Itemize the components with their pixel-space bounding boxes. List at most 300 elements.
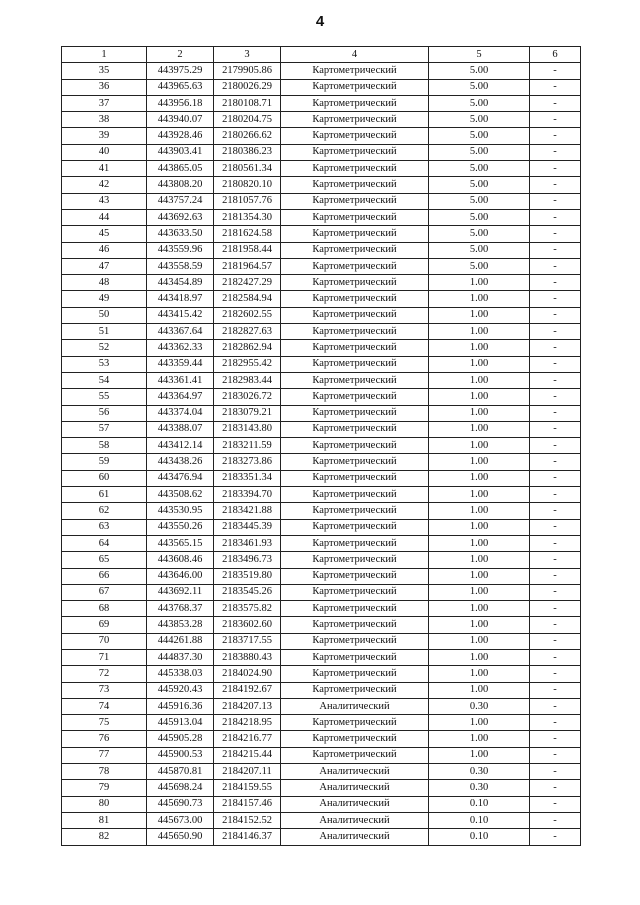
table-cell: 1.00 bbox=[429, 715, 530, 731]
table-cell: 76 bbox=[62, 731, 147, 747]
table-cell: Аналитический bbox=[281, 812, 429, 828]
table-cell: - bbox=[530, 617, 581, 633]
table-cell: 1.00 bbox=[429, 454, 530, 470]
table-cell: 51 bbox=[62, 324, 147, 340]
table-cell: 2182427.29 bbox=[214, 275, 281, 291]
table-cell: 445338.03 bbox=[147, 666, 214, 682]
table-cell: - bbox=[530, 177, 581, 193]
table-cell: 55 bbox=[62, 389, 147, 405]
table-cell: Картометрический bbox=[281, 552, 429, 568]
table-cell: 445900.53 bbox=[147, 747, 214, 763]
table-row bbox=[62, 535, 581, 551]
table-cell: Картометрический bbox=[281, 161, 429, 177]
table-cell: 2183717.55 bbox=[214, 633, 281, 649]
table-header-row bbox=[62, 47, 581, 63]
table-cell: Картометрический bbox=[281, 258, 429, 274]
table-cell: 443438.26 bbox=[147, 454, 214, 470]
table-cell: - bbox=[530, 438, 581, 454]
table-cell: 2184024.90 bbox=[214, 666, 281, 682]
table-cell: 57 bbox=[62, 421, 147, 437]
table-cell: Картометрический bbox=[281, 63, 429, 79]
table-cell: 79 bbox=[62, 780, 147, 796]
table-cell: 1.00 bbox=[429, 535, 530, 551]
table-cell: Аналитический bbox=[281, 796, 429, 812]
table-row bbox=[62, 177, 581, 193]
table-cell: - bbox=[530, 275, 581, 291]
table-cell: 2184157.46 bbox=[214, 796, 281, 812]
table-cell: 53 bbox=[62, 356, 147, 372]
table-row bbox=[62, 307, 581, 323]
table-cell: 2180820.10 bbox=[214, 177, 281, 193]
table-cell: Картометрический bbox=[281, 747, 429, 763]
table-cell: 443454.89 bbox=[147, 275, 214, 291]
table-cell: 443559.96 bbox=[147, 242, 214, 258]
table-cell: 2183421.88 bbox=[214, 503, 281, 519]
table-cell: 443508.62 bbox=[147, 487, 214, 503]
table-cell: 61 bbox=[62, 487, 147, 503]
table-cell: 443412.14 bbox=[147, 438, 214, 454]
table-cell: 445673.00 bbox=[147, 812, 214, 828]
table-cell: 445916.36 bbox=[147, 698, 214, 714]
table-cell: Картометрический bbox=[281, 421, 429, 437]
table-cell: 2183880.43 bbox=[214, 649, 281, 665]
table-cell: - bbox=[530, 95, 581, 111]
table-cell: Картометрический bbox=[281, 193, 429, 209]
table-row bbox=[62, 731, 581, 747]
table-cell: 2182827.63 bbox=[214, 324, 281, 340]
table-cell: 2183351.34 bbox=[214, 470, 281, 486]
table-cell: 68 bbox=[62, 601, 147, 617]
table-cell: 5.00 bbox=[429, 79, 530, 95]
table-cell: 2182862.94 bbox=[214, 340, 281, 356]
table-cell: 2184146.37 bbox=[214, 829, 281, 845]
table-cell: 50 bbox=[62, 307, 147, 323]
table-cell: 1.00 bbox=[429, 666, 530, 682]
table-row bbox=[62, 470, 581, 486]
table-cell: 2183545.26 bbox=[214, 584, 281, 600]
table-cell: 66 bbox=[62, 568, 147, 584]
table-cell: Картометрический bbox=[281, 454, 429, 470]
table-cell: 443359.44 bbox=[147, 356, 214, 372]
table-cell: 46 bbox=[62, 242, 147, 258]
table-cell: 49 bbox=[62, 291, 147, 307]
table-row bbox=[62, 649, 581, 665]
table-cell: 74 bbox=[62, 698, 147, 714]
table-cell: Аналитический bbox=[281, 829, 429, 845]
table-cell: Картометрический bbox=[281, 601, 429, 617]
table-cell: - bbox=[530, 829, 581, 845]
table-cell: 1.00 bbox=[429, 552, 530, 568]
table-cell: 443415.42 bbox=[147, 307, 214, 323]
table-cell: - bbox=[530, 649, 581, 665]
table-cell: 2182983.44 bbox=[214, 372, 281, 388]
table-cell: 1.00 bbox=[429, 568, 530, 584]
table-row bbox=[62, 324, 581, 340]
table-cell: Картометрический bbox=[281, 389, 429, 405]
table-cell: - bbox=[530, 112, 581, 128]
table-cell: 47 bbox=[62, 258, 147, 274]
table-cell: 80 bbox=[62, 796, 147, 812]
table-cell: Картометрический bbox=[281, 275, 429, 291]
table-cell: - bbox=[530, 584, 581, 600]
table-cell: - bbox=[530, 193, 581, 209]
table-cell: Картометрический bbox=[281, 291, 429, 307]
table-cell: 2183211.59 bbox=[214, 438, 281, 454]
table-cell: 1.00 bbox=[429, 372, 530, 388]
table-cell: - bbox=[530, 747, 581, 763]
table-cell: Картометрический bbox=[281, 438, 429, 454]
table-cell: 5.00 bbox=[429, 209, 530, 225]
table-row bbox=[62, 487, 581, 503]
table-cell: 70 bbox=[62, 633, 147, 649]
table-cell: 5.00 bbox=[429, 258, 530, 274]
table-cell: - bbox=[530, 144, 581, 160]
table-cell: 2182584.94 bbox=[214, 291, 281, 307]
table-cell: - bbox=[530, 731, 581, 747]
table-row bbox=[62, 258, 581, 274]
table-cell: 1.00 bbox=[429, 617, 530, 633]
table-cell: 75 bbox=[62, 715, 147, 731]
table-row bbox=[62, 503, 581, 519]
table-cell: 443558.59 bbox=[147, 258, 214, 274]
table-cell: Картометрический bbox=[281, 731, 429, 747]
table-cell: 2184159.55 bbox=[214, 780, 281, 796]
table-cell: 5.00 bbox=[429, 226, 530, 242]
table-cell: - bbox=[530, 258, 581, 274]
table-cell: 0.30 bbox=[429, 698, 530, 714]
table-row bbox=[62, 275, 581, 291]
table-cell: 48 bbox=[62, 275, 147, 291]
table-cell: 44 bbox=[62, 209, 147, 225]
table-cell: Картометрический bbox=[281, 128, 429, 144]
table-row bbox=[62, 764, 581, 780]
table-cell: Картометрический bbox=[281, 79, 429, 95]
table-cell: - bbox=[530, 242, 581, 258]
table-cell: 2180204.75 bbox=[214, 112, 281, 128]
table-cell: 56 bbox=[62, 405, 147, 421]
table-cell: 2184192.67 bbox=[214, 682, 281, 698]
table-cell: Картометрический bbox=[281, 503, 429, 519]
table-cell: - bbox=[530, 715, 581, 731]
table-row bbox=[62, 193, 581, 209]
table-row bbox=[62, 356, 581, 372]
table-row bbox=[62, 209, 581, 225]
table-cell: 2180108.71 bbox=[214, 95, 281, 111]
table-cell: 445913.04 bbox=[147, 715, 214, 731]
column-header: 3 bbox=[214, 47, 281, 63]
table-row bbox=[62, 438, 581, 454]
table-cell: Картометрический bbox=[281, 112, 429, 128]
table-row bbox=[62, 519, 581, 535]
table-cell: 1.00 bbox=[429, 421, 530, 437]
table-cell: 2183143.80 bbox=[214, 421, 281, 437]
table-cell: 444837.30 bbox=[147, 649, 214, 665]
table-cell: 443565.15 bbox=[147, 535, 214, 551]
table-cell: 443865.05 bbox=[147, 161, 214, 177]
table-cell: 1.00 bbox=[429, 633, 530, 649]
table-cell: 35 bbox=[62, 63, 147, 79]
table-row bbox=[62, 829, 581, 845]
table-cell: 2180266.62 bbox=[214, 128, 281, 144]
table-cell: - bbox=[530, 698, 581, 714]
table-cell: 2184152.52 bbox=[214, 812, 281, 828]
table-cell: 39 bbox=[62, 128, 147, 144]
table-cell: 0.30 bbox=[429, 764, 530, 780]
table-cell: 1.00 bbox=[429, 470, 530, 486]
column-header: 6 bbox=[530, 47, 581, 63]
table-cell: 62 bbox=[62, 503, 147, 519]
table-row bbox=[62, 601, 581, 617]
table-cell: 443362.33 bbox=[147, 340, 214, 356]
table-cell: 2181964.57 bbox=[214, 258, 281, 274]
table-cell: 60 bbox=[62, 470, 147, 486]
table-row bbox=[62, 421, 581, 437]
table-cell: 443940.07 bbox=[147, 112, 214, 128]
table-cell: 2183496.73 bbox=[214, 552, 281, 568]
table-cell: - bbox=[530, 389, 581, 405]
table-cell: 2181624.58 bbox=[214, 226, 281, 242]
table-cell: Картометрический bbox=[281, 519, 429, 535]
table-row bbox=[62, 112, 581, 128]
table-cell: 2181354.30 bbox=[214, 209, 281, 225]
table-cell: 443388.07 bbox=[147, 421, 214, 437]
table-cell: 5.00 bbox=[429, 242, 530, 258]
table-cell: 2179905.86 bbox=[214, 63, 281, 79]
table-cell: - bbox=[530, 161, 581, 177]
table-row bbox=[62, 79, 581, 95]
table-row bbox=[62, 144, 581, 160]
table-cell: 1.00 bbox=[429, 275, 530, 291]
table-body bbox=[62, 63, 581, 845]
table-cell: 1.00 bbox=[429, 438, 530, 454]
table-row bbox=[62, 405, 581, 421]
table-cell: 2184207.13 bbox=[214, 698, 281, 714]
table-cell: - bbox=[530, 470, 581, 486]
table-row bbox=[62, 633, 581, 649]
table-cell: 71 bbox=[62, 649, 147, 665]
table-cell: 5.00 bbox=[429, 193, 530, 209]
table-cell: - bbox=[530, 209, 581, 225]
table-cell: 5.00 bbox=[429, 63, 530, 79]
table-cell: 443757.24 bbox=[147, 193, 214, 209]
table-cell: 443608.46 bbox=[147, 552, 214, 568]
table-cell: Картометрический bbox=[281, 666, 429, 682]
table-cell: 443361.41 bbox=[147, 372, 214, 388]
page-number: 4 bbox=[315, 13, 325, 30]
table-cell: 443903.41 bbox=[147, 144, 214, 160]
table-cell: 2182955.42 bbox=[214, 356, 281, 372]
table-cell: 1.00 bbox=[429, 340, 530, 356]
table-cell: 2184215.44 bbox=[214, 747, 281, 763]
table-cell: Картометрический bbox=[281, 487, 429, 503]
table-cell: 40 bbox=[62, 144, 147, 160]
table-cell: 5.00 bbox=[429, 128, 530, 144]
table-row bbox=[62, 780, 581, 796]
table-cell: Картометрический bbox=[281, 617, 429, 633]
table-cell: 0.30 bbox=[429, 780, 530, 796]
table-cell: Аналитический bbox=[281, 780, 429, 796]
table-cell: 5.00 bbox=[429, 95, 530, 111]
table-cell: - bbox=[530, 226, 581, 242]
table-cell: 1.00 bbox=[429, 324, 530, 340]
table-cell: 67 bbox=[62, 584, 147, 600]
table-cell: 1.00 bbox=[429, 682, 530, 698]
table-cell: 5.00 bbox=[429, 144, 530, 160]
table-cell: - bbox=[530, 356, 581, 372]
table-cell: 0.10 bbox=[429, 796, 530, 812]
table-cell: 5.00 bbox=[429, 161, 530, 177]
table-cell: Картометрический bbox=[281, 226, 429, 242]
table-cell: 69 bbox=[62, 617, 147, 633]
table-cell: 443692.63 bbox=[147, 209, 214, 225]
table-cell: 443928.46 bbox=[147, 128, 214, 144]
table-cell: 43 bbox=[62, 193, 147, 209]
table-cell: 2183079.21 bbox=[214, 405, 281, 421]
table-row bbox=[62, 63, 581, 79]
table-cell: 1.00 bbox=[429, 356, 530, 372]
table-cell: Аналитический bbox=[281, 698, 429, 714]
table-cell: 443476.94 bbox=[147, 470, 214, 486]
table-cell: 443956.18 bbox=[147, 95, 214, 111]
table-cell: - bbox=[530, 79, 581, 95]
table-cell: Картометрический bbox=[281, 209, 429, 225]
table-cell: 41 bbox=[62, 161, 147, 177]
table-cell: Картометрический bbox=[281, 649, 429, 665]
table-row bbox=[62, 454, 581, 470]
table-cell: 1.00 bbox=[429, 649, 530, 665]
table-row bbox=[62, 226, 581, 242]
table-cell: 1.00 bbox=[429, 519, 530, 535]
table-cell: Картометрический bbox=[281, 568, 429, 584]
table-cell: 73 bbox=[62, 682, 147, 698]
table-row bbox=[62, 568, 581, 584]
table-cell: - bbox=[530, 633, 581, 649]
table-row bbox=[62, 666, 581, 682]
table-cell: 2184207.11 bbox=[214, 764, 281, 780]
coordinates-table bbox=[61, 46, 581, 846]
table-cell: 444261.88 bbox=[147, 633, 214, 649]
column-header: 5 bbox=[429, 47, 530, 63]
table-row bbox=[62, 372, 581, 388]
table-cell: Картометрический bbox=[281, 715, 429, 731]
table-cell: 64 bbox=[62, 535, 147, 551]
table-cell: Аналитический bbox=[281, 764, 429, 780]
table-cell: 443633.50 bbox=[147, 226, 214, 242]
table-cell: 443374.04 bbox=[147, 405, 214, 421]
column-header: 4 bbox=[281, 47, 429, 63]
table-cell: - bbox=[530, 421, 581, 437]
table-cell: 443853.28 bbox=[147, 617, 214, 633]
table-cell: - bbox=[530, 552, 581, 568]
table-cell: Картометрический bbox=[281, 324, 429, 340]
table-cell: 5.00 bbox=[429, 177, 530, 193]
table-cell: Картометрический bbox=[281, 95, 429, 111]
table-cell: - bbox=[530, 340, 581, 356]
table-cell: - bbox=[530, 812, 581, 828]
table-cell: 58 bbox=[62, 438, 147, 454]
table-cell: 1.00 bbox=[429, 307, 530, 323]
table-cell: 1.00 bbox=[429, 601, 530, 617]
table-cell: 445870.81 bbox=[147, 764, 214, 780]
table-cell: 2183461.93 bbox=[214, 535, 281, 551]
table-cell: Картометрический bbox=[281, 144, 429, 160]
table-cell: Картометрический bbox=[281, 340, 429, 356]
table-cell: - bbox=[530, 128, 581, 144]
table-cell: 443418.97 bbox=[147, 291, 214, 307]
table-cell: 59 bbox=[62, 454, 147, 470]
table-cell: 54 bbox=[62, 372, 147, 388]
table-cell: 445698.24 bbox=[147, 780, 214, 796]
table-row bbox=[62, 128, 581, 144]
table-row bbox=[62, 340, 581, 356]
table-cell: Картометрический bbox=[281, 356, 429, 372]
table-cell: 443364.97 bbox=[147, 389, 214, 405]
table-row bbox=[62, 161, 581, 177]
table-cell: 72 bbox=[62, 666, 147, 682]
table-cell: 77 bbox=[62, 747, 147, 763]
table-cell: 42 bbox=[62, 177, 147, 193]
table-cell: 0.10 bbox=[429, 829, 530, 845]
table-cell: 445650.90 bbox=[147, 829, 214, 845]
table-cell: 443550.26 bbox=[147, 519, 214, 535]
table-cell: 443692.11 bbox=[147, 584, 214, 600]
table-cell: 2184218.95 bbox=[214, 715, 281, 731]
table-cell: 37 bbox=[62, 95, 147, 111]
table-cell: - bbox=[530, 63, 581, 79]
table-cell: - bbox=[530, 307, 581, 323]
table-row bbox=[62, 698, 581, 714]
table-cell: 38 bbox=[62, 112, 147, 128]
table-cell: 2183602.60 bbox=[214, 617, 281, 633]
table-cell: Картометрический bbox=[281, 535, 429, 551]
table-cell: 1.00 bbox=[429, 503, 530, 519]
table-cell: 2181958.44 bbox=[214, 242, 281, 258]
table-row bbox=[62, 291, 581, 307]
table-cell: 65 bbox=[62, 552, 147, 568]
table-row bbox=[62, 617, 581, 633]
table-cell: Картометрический bbox=[281, 242, 429, 258]
table-cell: 0.10 bbox=[429, 812, 530, 828]
table-cell: - bbox=[530, 568, 581, 584]
table-cell: - bbox=[530, 503, 581, 519]
table-cell: - bbox=[530, 764, 581, 780]
table-row bbox=[62, 747, 581, 763]
table-cell: 81 bbox=[62, 812, 147, 828]
table-cell: 2182602.55 bbox=[214, 307, 281, 323]
table-cell: 36 bbox=[62, 79, 147, 95]
table-row bbox=[62, 682, 581, 698]
table-cell: 443768.37 bbox=[147, 601, 214, 617]
column-header: 1 bbox=[62, 47, 147, 63]
table-cell: 2183575.82 bbox=[214, 601, 281, 617]
table-cell: 2183273.86 bbox=[214, 454, 281, 470]
table-cell: - bbox=[530, 601, 581, 617]
table-row bbox=[62, 715, 581, 731]
table-row bbox=[62, 584, 581, 600]
table-cell: Картометрический bbox=[281, 584, 429, 600]
table-cell: 52 bbox=[62, 340, 147, 356]
table-cell: 1.00 bbox=[429, 389, 530, 405]
table-cell: 1.00 bbox=[429, 584, 530, 600]
table-cell: 1.00 bbox=[429, 731, 530, 747]
table-cell: 2180026.29 bbox=[214, 79, 281, 95]
table-cell: 82 bbox=[62, 829, 147, 845]
table-cell: 2183394.70 bbox=[214, 487, 281, 503]
table-cell: Картометрический bbox=[281, 405, 429, 421]
table-cell: 2183026.72 bbox=[214, 389, 281, 405]
table-cell: 443808.20 bbox=[147, 177, 214, 193]
table-row bbox=[62, 812, 581, 828]
